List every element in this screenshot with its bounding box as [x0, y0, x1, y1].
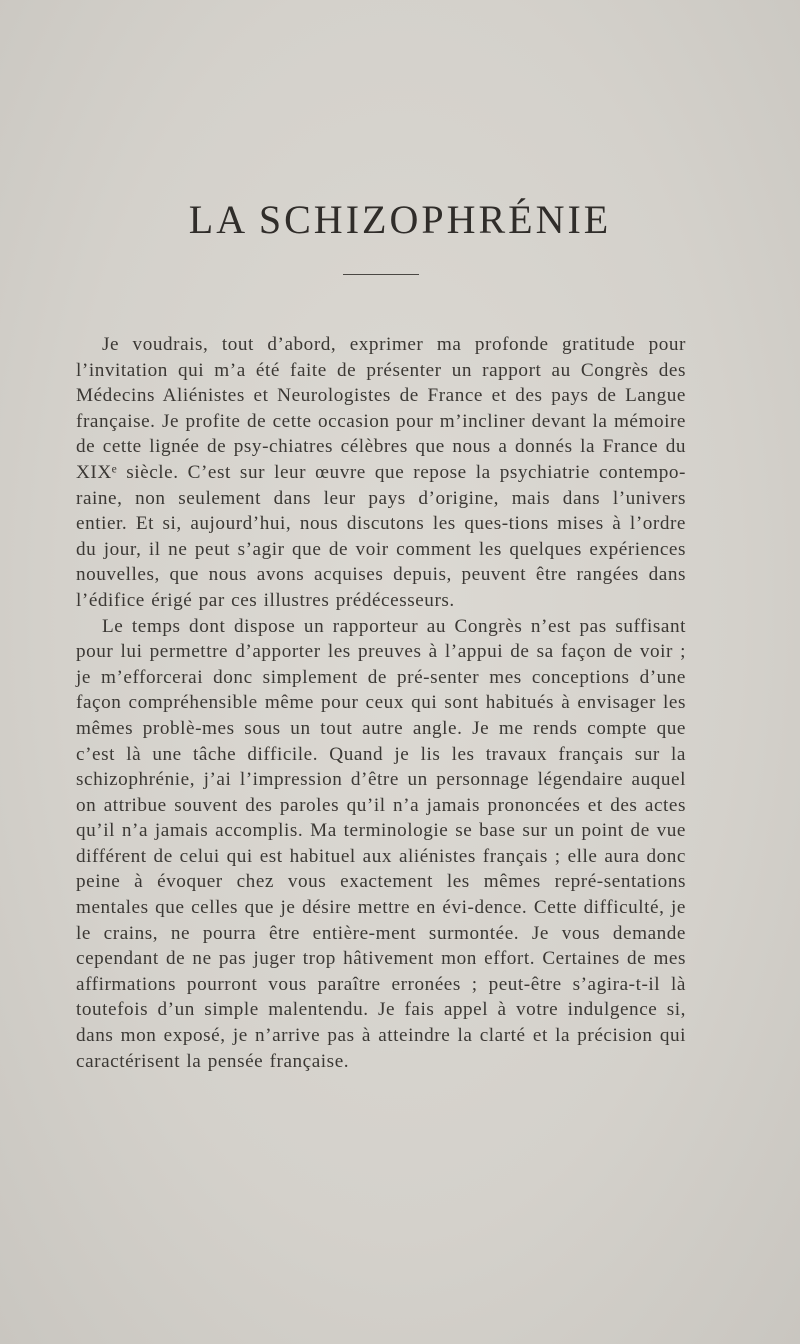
chapter-title: LA SCHIZOPHRÉNIE	[188, 197, 612, 242]
title-divider-rule	[343, 274, 419, 275]
body-text	[76, 332, 686, 1074]
paragraph-2: Le temps dont dispose un rapporteur au Congrès n’est pas suffisant pour lui permettre d’apporter les preuves à l’appui de sa façon de voir ; je m’efforcerai donc simplement de pré-senter mes conceptions d’une façon compréhensible même pour ceux qui sont habitués à envisager les mêmes problè-mes sous un tout autre angle. Je me rends compte que c’est là une tâche difficile. Quand je lis les travaux français sur la schizophrénie, j’ai l’impression d’être un personnage légendaire auquel on attribue souvent des paroles qu’il n’a jamais prononcées et des actes qu’il n’a jamais accomplis. Ma terminologie se base sur un point de vue différent de celui qui est habituel aux aliénistes français ; elle aura donc peine à évoquer chez vous exactement les mêmes repré-sentations mentales que celles que je désire mettre en évi-dence. Cette difficulté, je le crains, ne pourra être entière-ment surmontée. Je vous demande cependant de ne pas juger trop hâtivement mon effort. Certaines de mes affirmations pourront vous paraître erronées ; peut-être s’agira-t-il là toutefois d’un simple malentendu. Je fais appel à votre indulgence si, dans mon exposé, je n’arrive pas à atteindre la clarté et la précision qui caractérisent la pensée française.	[76, 615, 686, 1072]
paragraph-1: Je voudrais, tout d’abord, exprimer ma profonde gratitude pour l’invitation qui m’a été faite de présenter un rapport au Congrès des Médecins Aliénistes et Neurologistes de France et des pays de Langue française. Je profite de cette occasion pour m’incliner devant la mémoire de cette lignée de psy-chiatres célèbres que nous a donnés la France du XIXᵉ siècle. C’est sur leur œuvre que repose la psychiatrie contempo-raine, non seulement dans leur pays d’origine, mais dans l’univers entier. Et si, aujourd’hui, nous discutons les ques-tions mises à l’ordre du jour, il ne peut s’agir que de voir comment les quelques expériences nouvelles, que nous avons acquises depuis, peuvent être rangées dans l’édifice érigé par ces illustres prédécesseurs.	[76, 334, 686, 611]
